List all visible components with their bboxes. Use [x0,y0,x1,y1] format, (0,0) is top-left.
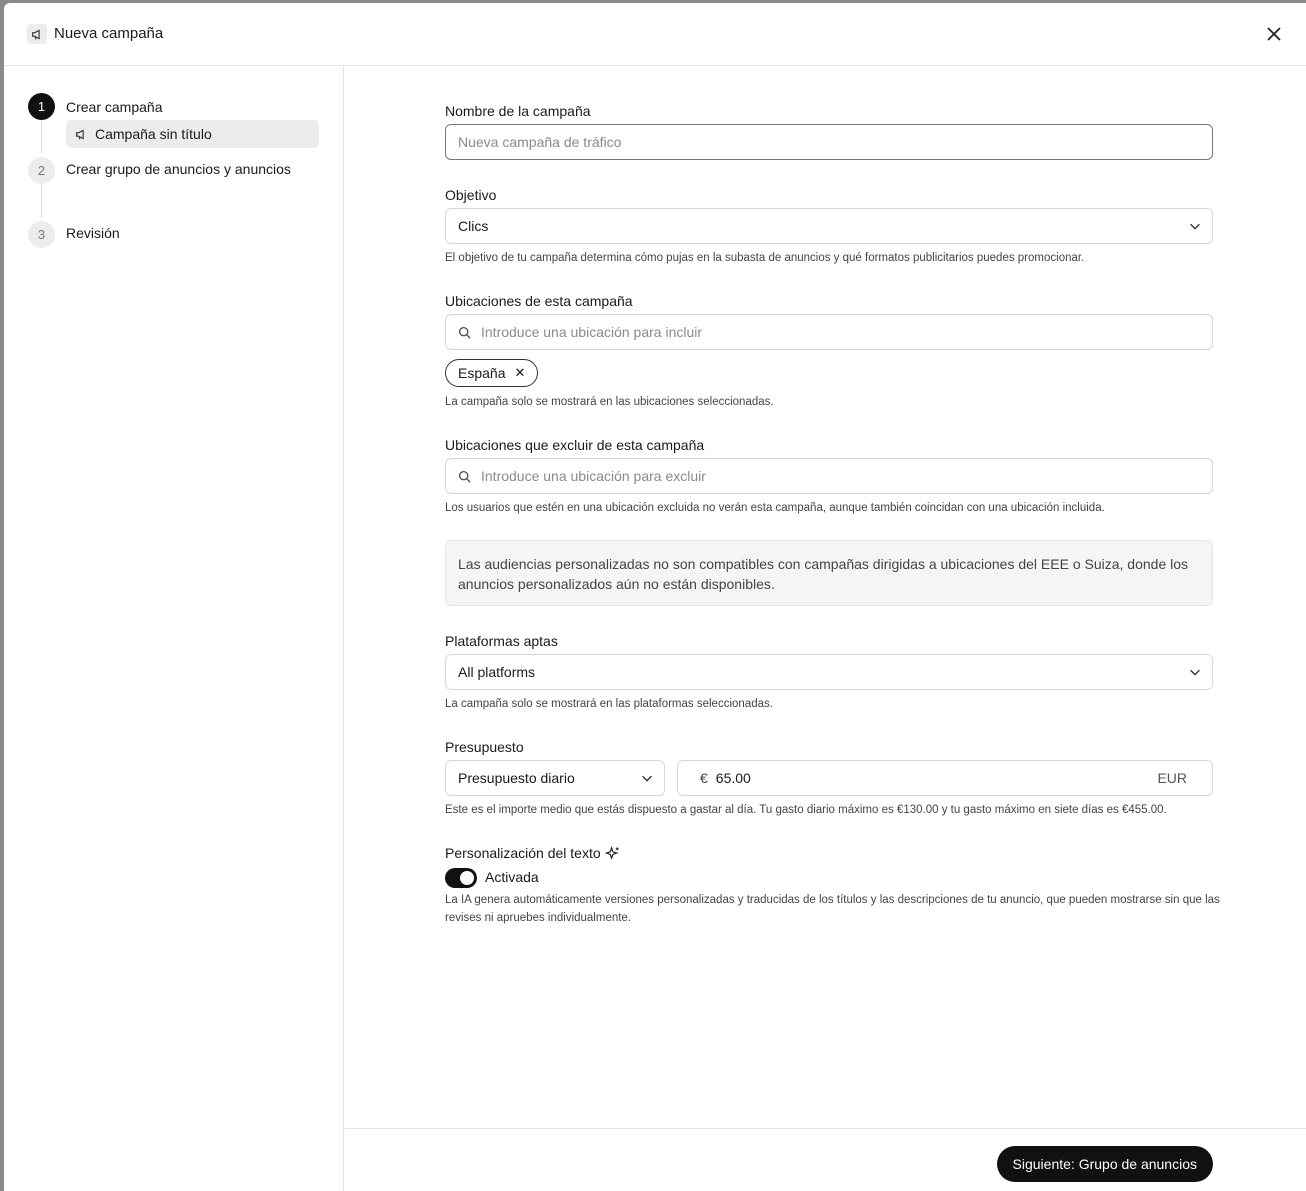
sparkle-icon [605,846,620,861]
exclude-locations-help: Los usuarios que estén en una ubicación excluida no verán esta campaña, aunque también coincidan con una ubicación incluida. [445,502,1105,514]
locations-help: La campaña solo se mostrará en las ubicaciones seleccionadas. [445,396,774,408]
megaphone-icon [27,24,47,44]
modal-header [4,3,1306,66]
step-ad-group[interactable] [28,157,291,184]
close-icon [1266,26,1282,42]
search-icon [458,326,471,339]
search-icon [458,470,471,483]
exclude-locations-label: Ubicaciones que excluir de esta campaña [445,437,705,453]
substep-untitled-campaign[interactable] [66,120,319,148]
campaign-name-label: Nombre de la campaña [445,103,591,119]
currency-symbol: € [700,770,708,786]
objective-select[interactable] [445,208,1213,244]
platforms-label: Plataformas aptas [445,633,558,649]
close-button[interactable] [1262,22,1286,46]
platforms-value: All platforms [458,664,536,680]
modal-title: Nueva campaña [54,25,164,42]
budget-type-select[interactable] [445,760,665,796]
personalization-help: La IA genera automáticamente versiones personalizadas y traducidas de los títulos y las descripciones de tu anuncio, que pueden mostrarse sin que las revises ni apruebes individualmente. [445,894,1220,924]
chip-label: España [458,365,506,381]
new-campaign-modal [4,3,1306,1191]
campaign-form [345,66,1306,1129]
objective-value: Clics [458,218,489,234]
next-ad-group-button[interactable]: Siguiente: Grupo de anuncios [997,1146,1213,1182]
platforms-select[interactable] [445,654,1213,690]
chevron-down-icon [640,771,654,785]
step-create-campaign[interactable] [28,93,163,120]
locations-include-placeholder: Introduce una ubicación para incluir [481,324,703,340]
locations-include-input[interactable] [445,314,1213,350]
chevron-down-icon [1188,665,1202,679]
objective-help: El objetivo de tu campaña determina cómo pujas en la subasta de anuncios y qué formatos publicitarios puedes promocionar. [445,252,1085,264]
step-number: 1 [28,93,55,120]
platforms-help: La campaña solo se mostrará en las plataformas seleccionadas. [445,698,773,710]
personalization-label-text: Personalización del texto [445,845,601,861]
objective-label: Objetivo [445,187,497,203]
budget-help: Este es el importe medio que estás dispuesto a gastar al día. Tu gasto diario máximo es €130.00 y tu gasto máximo en siete días es €455.00. [445,804,1167,816]
personalization-label [445,844,620,862]
step-connector [41,184,42,218]
step-number: 3 [28,221,55,248]
toggle-knob [460,871,474,885]
step-label: Crear grupo de anuncios y anuncios [66,160,291,177]
location-chip-espana[interactable] [445,359,538,387]
budget-label: Presupuesto [445,739,524,755]
custom-audiences-notice: Las audiencias personalizadas no son compatibles con campañas dirigidas a ubicaciones del EEE o Suiza, donde los anuncios personalizados aún no están disponibles. [445,540,1213,606]
currency-code: EUR [1157,770,1187,786]
budget-amount-value: 65.00 [715,770,751,786]
step-number: 2 [28,157,55,184]
steps-sidebar [4,66,344,1191]
locations-label: Ubicaciones de esta campaña [445,293,633,309]
step-label: Crear campaña [66,98,163,115]
campaign-name-placeholder: Nueva campaña de tráfico [458,134,622,150]
chevron-down-icon [1188,219,1202,233]
personalization-toggle-label: Activada [485,869,539,885]
modal-footer [345,1128,1306,1191]
step-review[interactable] [28,221,120,248]
locations-exclude-placeholder: Introduce una ubicación para excluir [481,468,706,484]
remove-chip-icon[interactable]: ✕ [514,365,526,380]
campaign-name-input[interactable] [445,124,1213,160]
substep-label: Campaña sin título [95,126,212,142]
step-label: Revisión [66,224,120,241]
personalization-toggle[interactable] [445,868,477,888]
budget-type-value: Presupuesto diario [458,770,575,786]
step-connector [41,119,42,153]
budget-amount-input[interactable] [677,760,1213,796]
locations-exclude-input[interactable] [445,458,1213,494]
megaphone-icon [75,128,88,141]
